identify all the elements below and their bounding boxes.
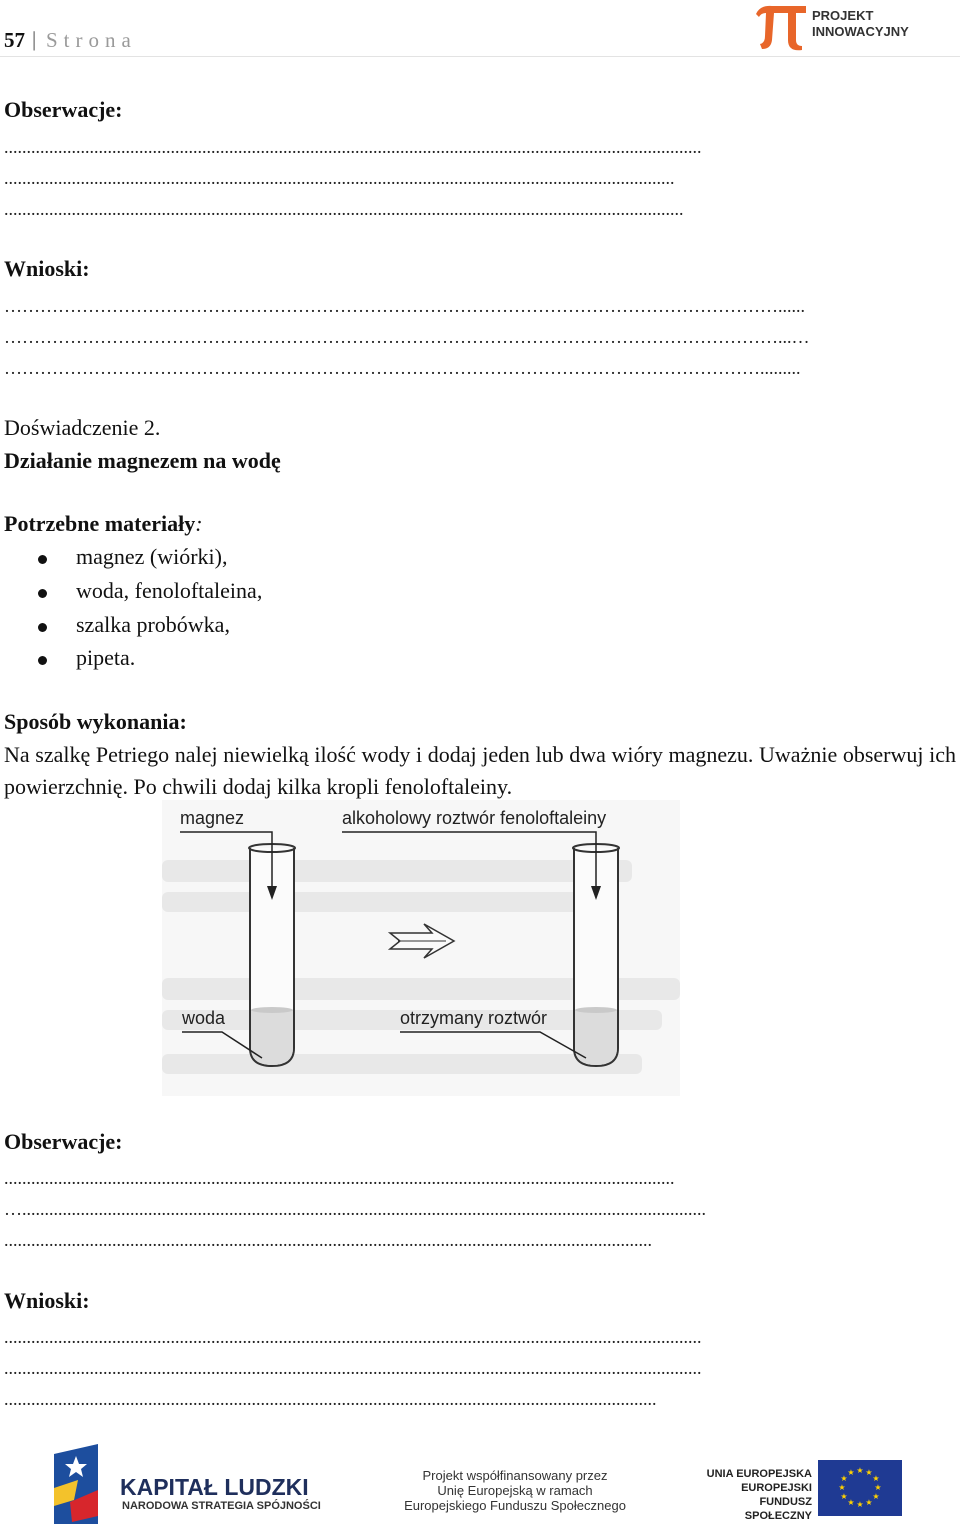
observation-line-2a: ..................................................................................................................................................... — [4, 1168, 675, 1188]
svg-text:★: ★ — [865, 1498, 873, 1507]
conclusion-line-2c: ................................................................................................................................................. — [4, 1389, 657, 1409]
bullet-icon — [38, 623, 47, 632]
kl-subtitle: NARODOWA STRATEGIA SPÓJNOŚCI — [122, 1500, 321, 1512]
procedure-text: Na szalkę Petriego nalej niewielką ilość wody i dodaj jeden lub dwa wióry magnezu. Uważnie obserwuj ich powierzchnię. Po chwili dodaj kilka kropli fenoloftaleiny. — [4, 742, 956, 799]
svg-text:★: ★ — [838, 1483, 846, 1492]
bullet-icon — [38, 656, 47, 665]
experiment-number: Doświadczenie 2. — [4, 415, 161, 440]
kl-title: KAPITAŁ LUDZKI — [120, 1474, 309, 1500]
svg-text:★: ★ — [840, 1492, 848, 1501]
conclusion-line-2b: ........................................................................................................................................................... — [4, 1358, 702, 1378]
material-item: magnez (wiórki), — [76, 544, 228, 569]
svg-text:★: ★ — [856, 1466, 864, 1475]
svg-text:★: ★ — [840, 1474, 848, 1483]
observations-label-2: Obserwacje: — [4, 1129, 123, 1154]
conclusion-line-1b: …………………………………………………………………………………………………………………...… — [4, 327, 810, 347]
svg-text:★: ★ — [856, 1500, 864, 1509]
svg-text:★: ★ — [872, 1492, 880, 1501]
svg-text:★: ★ — [847, 1498, 855, 1507]
conclusions-label-1: Wnioski: — [4, 256, 90, 281]
logo-text-line2: INNOWACYJNY — [812, 24, 909, 39]
experiment-figure — [162, 800, 680, 1096]
materials-colon: : — [195, 511, 203, 536]
material-item: woda, fenoloftaleina, — [76, 578, 263, 603]
materials-label: Potrzebne materiały — [4, 511, 196, 536]
page-word: Strona — [46, 28, 137, 52]
material-item: pipeta. — [76, 645, 136, 670]
logo-text-line1: PROJEKT — [812, 8, 874, 23]
kapital-ludzki-logo-icon — [50, 1444, 104, 1524]
conclusion-line-1a: …………………………………………………………………………………………………………………...... — [4, 296, 805, 316]
observation-line-2b: …........................................................................................................................................................ — [4, 1199, 706, 1219]
materials-heading — [4, 511, 203, 537]
observations-label-1: Obserwacje: — [4, 97, 123, 122]
header-separator: | — [32, 27, 37, 51]
eu-line3: FUNDUSZ SPOŁECZNY — [744, 1496, 812, 1522]
pi-logo-icon — [752, 2, 810, 52]
page-number: 57 — [4, 28, 25, 52]
figure-label-solution: otrzymany roztwór — [400, 1008, 548, 1028]
eu-line2: EUROPEJSKI — [741, 1482, 812, 1494]
figure-label-phenolphthalein: alkoholowy roztwór fenoloftaleiny — [342, 808, 607, 828]
svg-text:★: ★ — [872, 1474, 880, 1483]
cofinancing-line2: Unię Europejską w ramach — [437, 1483, 593, 1498]
figure-label-woda: woda — [182, 1008, 226, 1028]
test-tubes-illustration — [162, 800, 680, 1096]
bullet-icon — [38, 555, 47, 564]
observation-line-1a: ........................................................................................................................................................... — [4, 137, 702, 157]
logo-text — [812, 8, 909, 40]
cofinancing-line3: Europejskiego Funduszu Społecznego — [404, 1498, 626, 1513]
svg-text:★: ★ — [865, 1468, 873, 1477]
conclusion-line-1c: ………………………………………………………………………………………………………………......... — [4, 358, 801, 378]
eu-flag-icon — [818, 1460, 902, 1516]
cofinancing-line1: Projekt współfinansowany przez — [422, 1468, 608, 1483]
experiment-title: Działanie magnezem na wodę — [4, 448, 281, 473]
observation-line-2c: ................................................................................................................................................ — [4, 1230, 652, 1250]
svg-text:★: ★ — [847, 1468, 855, 1477]
observation-line-1c: ....................................................................................................................................................... — [4, 199, 684, 219]
bullet-icon — [38, 589, 47, 598]
eu-text — [690, 1467, 812, 1523]
procedure-label: Sposób wykonania: — [4, 709, 187, 734]
eu-line1: UNIA EUROPEJSKA — [706, 1468, 812, 1480]
material-item: szalka probówka, — [76, 612, 230, 637]
observation-line-1b: ..................................................................................................................................................... — [4, 168, 675, 188]
figure-label-magnez: magnez — [180, 808, 245, 828]
conclusions-label-2: Wnioski: — [4, 1288, 90, 1313]
conclusion-line-2a: ........................................................................................................................................................... — [4, 1327, 702, 1347]
cofinancing-note — [400, 1468, 630, 1513]
svg-text:★: ★ — [874, 1483, 882, 1492]
